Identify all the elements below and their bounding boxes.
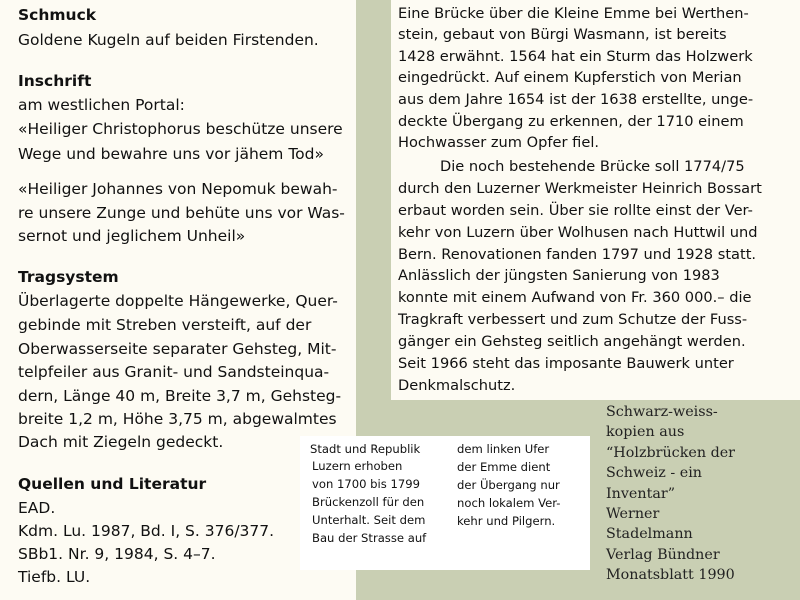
credit-line: Schweiz - ein [606,465,702,482]
inschrift-line: «Heiliger Johannes von Nepomuk bewah- [18,180,338,198]
caption-line: von 1700 bis 1799 [312,477,420,491]
right-text-line: Hochwasser zum Opfer fiel. [398,134,600,151]
quellen-heading: Quellen und Literatur [18,475,207,493]
caption-line: noch lokalem Ver- [457,496,561,510]
caption-line: kehr und Pilgern. [457,514,556,528]
tragsystem-line: telpfeiler aus Granit- und Sandsteinqua- [18,363,330,381]
quellen-line: Kdm. Lu. 1987, Bd. I, S. 376/377. [18,522,275,540]
credit-line: “Holzbrücken der [606,444,736,461]
caption-line: dem linken Ufer [457,442,550,456]
credit-line: Verlag Bündner [606,546,720,563]
right-text-line: Die noch bestehende Brücke soll 1774/75 [440,158,745,175]
right-text-line: Bern. Renovationen fanden 1797 und 1928 statt. [398,246,757,263]
inschrift-line: re unsere Zunge und behüte uns vor Was- [18,204,345,222]
tragsystem-line: breite 1,2 m, Höhe 3,75 m, abgewalmtes [18,410,337,428]
right-text-line: deckte Übergang zu erkennen, der 1710 einem [398,113,744,130]
caption-line: Brückenzoll für den [312,495,425,509]
credit-line: Monatsblatt 1990 [606,567,735,584]
credit-line: kopien aus [606,424,685,441]
tragsystem-line: gebinde mit Streben versteift, auf der [18,316,312,334]
credit-line: Stadelmann [606,526,693,543]
tragsystem-line: Überlagerte doppelte Hängewerke, Quer- [18,292,338,310]
caption-line: Stadt und Republik [310,442,421,456]
quellen-line: SBb1. Nr. 9, 1984, S. 4–7. [18,545,216,563]
tragsystem-heading: Tragsystem [18,268,119,286]
right-text-line: Anlässlich der jüngsten Sanierung von 1983 [398,267,720,284]
source-credit [606,402,735,586]
inschrift-line: Wege und bewahre uns vor jähem Tod» [18,145,324,163]
schmuck-text: Goldene Kugeln auf beiden Firstenden. [18,31,319,49]
right-text-line: Seit 1966 steht das imposante Bauwerk unter [398,355,734,372]
right-text-line: Eine Brücke über die Kleine Emme bei Werthen- [398,5,749,22]
inschrift-line: sernot und jeglichem Unheil» [18,227,246,245]
right-text-line: gänger ein Gehsteg seitlich angehängt werden. [398,333,746,350]
credit-line: Inventar” [606,485,676,502]
right-text-line: durch den Luzerner Werkmeister Heinrich Bossart [398,180,762,197]
tragsystem-line: Dach mit Ziegeln gedeckt. [18,433,224,451]
right-text-line: stein, gebaut von Bürgi Wasmann, ist bereits [398,26,727,43]
tragsystem-line: dern, Länge 40 m, Breite 3,7 m, Gehsteg- [18,387,342,405]
right-text-line: 1428 erwähnt. 1564 hat ein Sturm das Holzwerk [398,48,753,65]
right-text-line: erbaut worden sein. Über sie rollte einst der Ver- [398,202,753,219]
credit-line: Werner [606,506,660,523]
right-text-line: eingedrückt. Auf einem Kupferstich von Merian [398,69,742,86]
credit-line: Schwarz-weiss- [606,404,718,420]
caption-line: Bau der Strasse auf [312,531,427,545]
right-text-line: konnte mit einem Aufwand von Fr. 360 000.– die [398,289,752,306]
caption-line: der Übergang nur [457,478,560,492]
quellen-line: Tiefb. LU. [18,568,91,586]
caption-line: Luzern erhoben [312,459,403,473]
right-text-line: aus dem Jahre 1654 ist der 1638 erstellte, unge- [398,91,754,108]
quellen-line: EAD. [18,499,56,517]
right-text-line: kehr von Luzern über Wolhusen nach Huttwil und [398,224,758,241]
caption-line: der Emme dient [457,460,551,474]
schmuck-heading: Schmuck [18,6,97,24]
inschrift-heading: Inschrift [18,72,92,90]
tragsystem-line: Oberwasserseite separater Gehsteg, Mit- [18,340,337,358]
inschrift-line: am westlichen Portal: [18,96,185,114]
inschrift-line: «Heiliger Christophorus beschütze unsere [18,120,343,138]
right-text-line: Tragkraft verbessert und zum Schutze der Fuss- [398,311,748,328]
caption-line: Unterhalt. Seit dem [312,513,426,527]
right-text-line: Denkmalschutz. [398,377,516,394]
